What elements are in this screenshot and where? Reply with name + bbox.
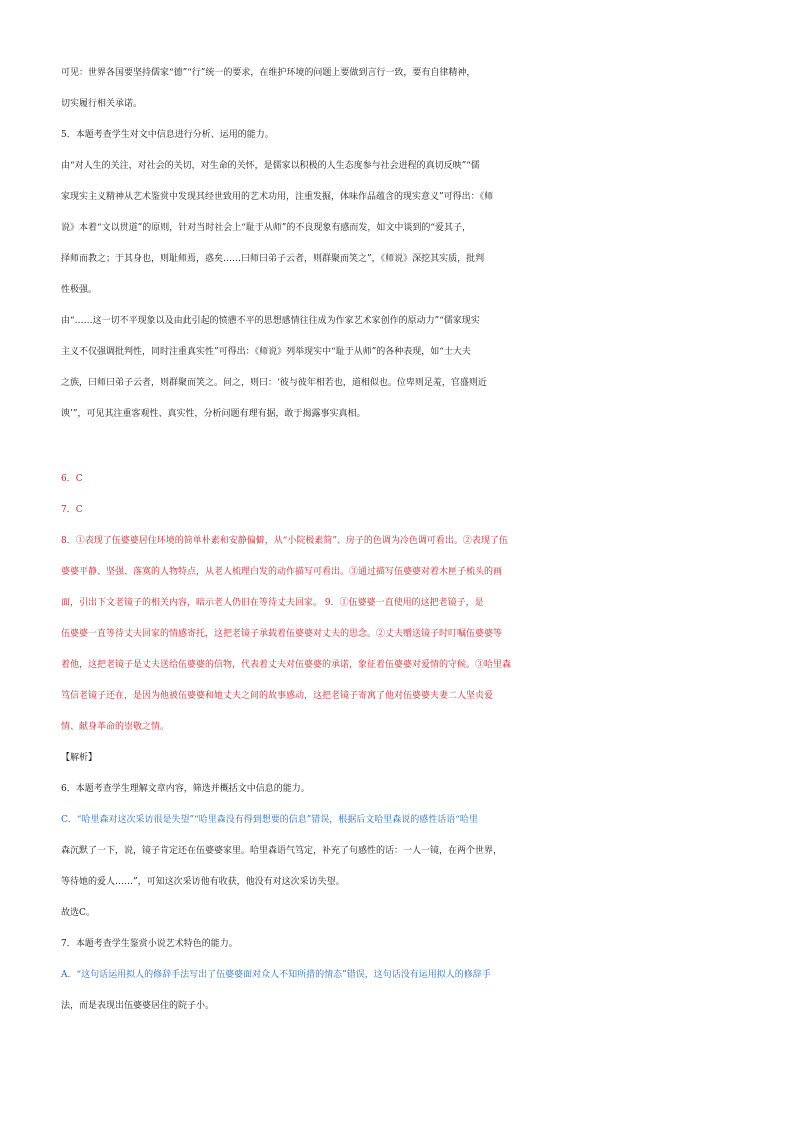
answer-6 — [61, 464, 761, 495]
option-a-analysis — [61, 960, 761, 1022]
text-line: 由“……这一切不平现象以及由此引起的愤懑不平的思想感情往往成为作家艺术家创作的原动力”“儒家现实 — [61, 316, 480, 326]
choice-statement — [61, 898, 761, 929]
text-line: 谀’”，可见其注重客观性、真实性，分析问题有理有据，敢于揭露事实真相。 — [61, 409, 366, 419]
option-c-analysis — [61, 805, 761, 898]
paragraph-analysis-2 — [61, 306, 761, 430]
text-line: 可见：世界各国要坚持儒家“德”“行”统一的要求，在维护环境的问题上要做到言行一致，要有自律精神， — [61, 68, 476, 78]
question-7-heading — [61, 929, 761, 960]
text-line: 7．本题考查学生鉴赏小说艺术特色的能力。 — [61, 939, 238, 949]
text-line: 森沉默了一下，说，镜子肯定还在伍婆婆家里。哈里森语气笃定，补充了句感性的话：一人一镜，在两个世界， — [61, 846, 503, 856]
text-line: 面，引出下文老镜子的相关内容，暗示老人仍旧在等待丈夫回家。 9．①伍婆婆一直使用的这把老镜子，是 — [61, 598, 484, 608]
paragraph-analysis-1 — [61, 151, 761, 306]
text-line: 故选C。 — [61, 908, 95, 918]
analysis-heading — [61, 743, 761, 774]
text-line: 主义不仅强调批判性，同时注重真实性”可得出：《师说》列举现实中“耻于从师”的各种表现，如“士大夫 — [61, 347, 471, 357]
text-line: 情、献身革命的崇敬之情。 — [61, 722, 170, 732]
text-line: 由“对人生的关注，对社会的关切，对生命的关怀，是儒家以积极的人生态度参与社会进程的真切反映”“儒 — [61, 161, 480, 171]
text-line: 7．C — [61, 505, 83, 515]
question-6-heading — [61, 774, 761, 805]
text-line: 6．本题考查学生理解文章内容，筛选并概括文中信息的能力。 — [61, 784, 310, 794]
text-line: 婆婆平静、坚强、落寞的人物特点，从老人梳理白发的动作描写可看出。③通过描写伍婆婆对着木匣子梳头的画 — [61, 567, 503, 577]
text-line: 择师而教之；于其身也，则耻师焉，惑矣……曰师曰弟子云者，则群聚而笑之”，《师说》深挖其实质，批判 — [61, 254, 485, 264]
text-line: C．“哈里森对这次采访很是失望”“哈里森没有得到想要的信息”错误，根据后文哈里森说的感性话语“哈里 — [61, 815, 478, 825]
text-line: 法，而是表现出伍婆婆居住的院子小。 — [61, 1001, 215, 1011]
text-line: 之族，曰师曰弟子云者，则群聚而笑之。问之，则曰：‘彼与彼年相若也，道相似也。位卑则足羞，官盛则近 — [61, 378, 487, 388]
text-line: 说》本着“文以贯道”的原则，针对当时社会上“耻于从师”的不良现象有感而发，如文中谈到的“爱其子， — [61, 223, 472, 233]
text-line: 伍婆婆一直等待丈夫回家的情感寄托，这把老镜子承载着伍婆婆对丈夫的思念。②丈夫赠送镜子时叮嘱伍婆婆等 — [61, 629, 503, 639]
text-line: 6．C — [61, 474, 83, 484]
text-line: 笃信老镜子还在，是因为他被伍婆婆和她丈夫之间的故事感动，这把老镜子寄寓了他对伍婆婆夫妻二人坚贞爱 — [61, 691, 494, 701]
text-line: 5．本题考查学生对文中信息进行分析、运用的能力。 — [61, 130, 274, 140]
answer-7 — [61, 495, 761, 526]
question-5-heading — [61, 120, 761, 151]
answer-8-9 — [61, 526, 761, 743]
text-line: 等待她的爱人……”，可知这次采访他有收获，他没有对这次采访失望。 — [61, 877, 345, 887]
text-line: A．“这句话运用拟人的修辞手法写出了伍婆婆面对众人不知所措的情态”错误，这句话没有运用拟人的修辞手 — [61, 970, 491, 980]
text-line: 切实履行相关承诺。 — [61, 99, 143, 109]
text-line: 着他，这把老镜子是丈夫送给伍婆婆的信物，代表着丈夫对伍婆婆的承诺，象征着伍婆婆对爱情的守候。③哈里森 — [61, 660, 512, 670]
text-line: 家现实主义精神从艺术鉴赏中发现其经世致用的艺术功用，注重发掘，体味作品蕴含的现实意义”可得出：《师 — [61, 192, 494, 202]
paragraph-conclusion — [61, 58, 761, 120]
text-line: 【解析】 — [61, 753, 98, 763]
text-line: 性极强。 — [61, 285, 98, 295]
text-line: 8．①表现了伍婆婆居住环境的简单朴素和安静偏僻，从“小院极素简”、房子的色调为冷色调可看出。②表现了伍 — [61, 536, 508, 546]
